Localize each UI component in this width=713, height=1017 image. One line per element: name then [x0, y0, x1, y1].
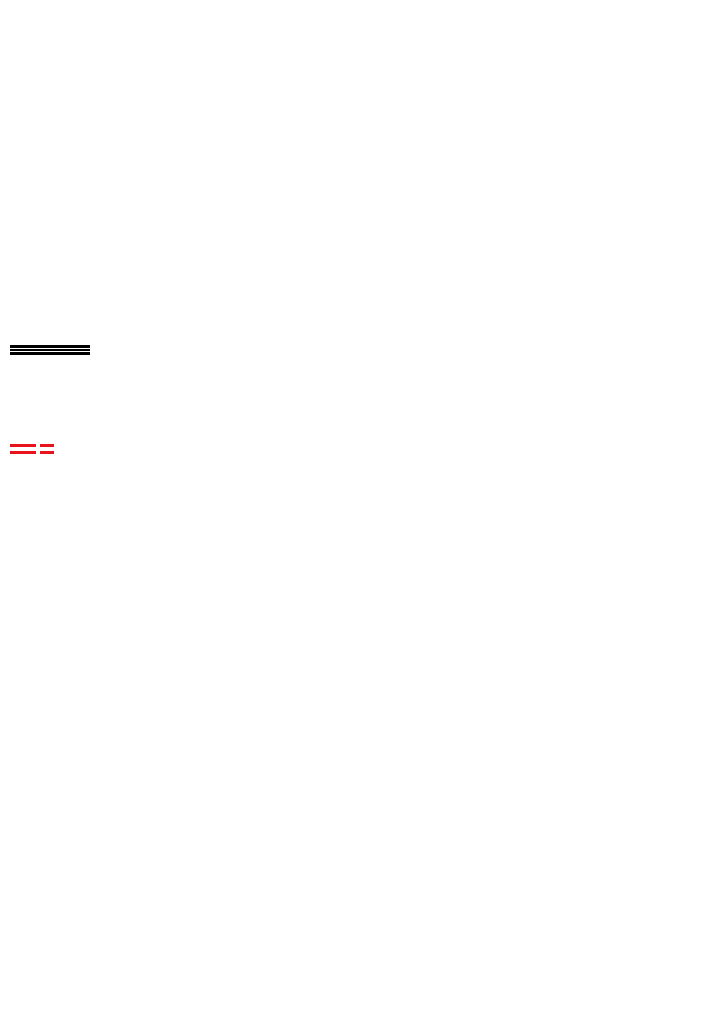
black-bar-right: [50, 345, 74, 355]
line-material: [10, 40, 36, 60]
red-bar-right: [40, 444, 54, 454]
result-bar: [0, 481, 713, 519]
line-big-range: [10, 439, 66, 459]
black-bar-right-2: [74, 345, 90, 355]
red-bar-left: [10, 444, 36, 454]
line-head: [10, 340, 98, 360]
forecast-panel: [0, 0, 713, 505]
black-bar-left-2: [34, 345, 50, 355]
black-bar-left: [10, 345, 34, 355]
